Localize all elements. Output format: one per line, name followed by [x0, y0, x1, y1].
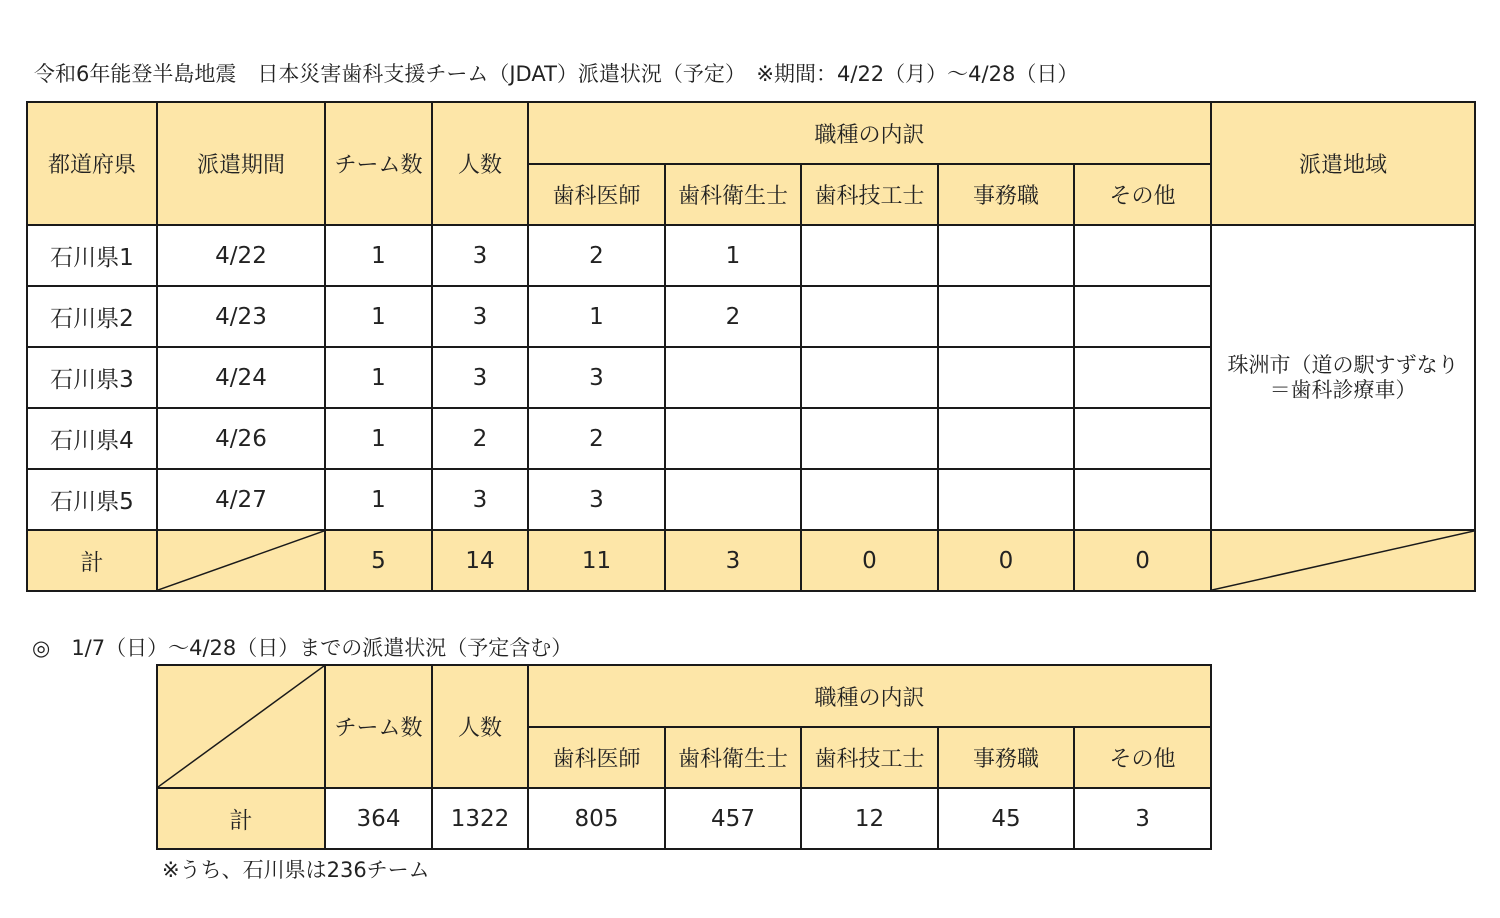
- cell-teams: 1: [325, 347, 432, 408]
- header-technician: 歯科技工士: [801, 164, 938, 225]
- diagonal-line: [158, 531, 324, 590]
- cell-prefecture: 石川県1: [27, 225, 157, 286]
- cell-dentist: 2: [528, 225, 665, 286]
- cell-office: [938, 286, 1074, 347]
- cell-office: [938, 225, 1074, 286]
- cell-people: 3: [432, 286, 528, 347]
- header-technician: 歯科技工士: [801, 727, 938, 788]
- header-breakdown: 職種の内訳: [528, 102, 1211, 164]
- cell-prefecture: 石川県3: [27, 347, 157, 408]
- header-people: 人数: [432, 102, 528, 225]
- total-hygienist: 3: [665, 530, 801, 591]
- diagonal-cell: [157, 530, 325, 591]
- dispatch-table: [26, 101, 1476, 592]
- header-breakdown: 職種の内訳: [528, 665, 1211, 727]
- page-title: 令和6年能登半島地震 日本災害歯科支援チーム（JDAT）派遣状況（予定） ※期間：4/22（月）～4/28（日）: [34, 62, 1079, 86]
- cell-other: [1074, 469, 1211, 530]
- cell-people: 3: [432, 347, 528, 408]
- header-hygienist: 歯科衛生士: [665, 164, 801, 225]
- cell-technician: [801, 347, 938, 408]
- cumulative-teams: 364: [325, 788, 432, 849]
- cell-teams: 1: [325, 408, 432, 469]
- total-label: 計: [27, 530, 157, 591]
- cell-office: [938, 408, 1074, 469]
- header-teams: チーム数: [325, 102, 432, 225]
- cell-period: 4/26: [157, 408, 325, 469]
- cell-prefecture: 石川県4: [27, 408, 157, 469]
- cell-teams: 1: [325, 469, 432, 530]
- cell-dentist: 1: [528, 286, 665, 347]
- header-period: 派遣期間: [157, 102, 325, 225]
- cell-other: [1074, 347, 1211, 408]
- cumulative-office: 45: [938, 788, 1074, 849]
- cell-people: 3: [432, 225, 528, 286]
- header-dentist: 歯科医師: [528, 164, 665, 225]
- cell-teams: 1: [325, 225, 432, 286]
- cell-period: 4/23: [157, 286, 325, 347]
- cumulative-people: 1322: [432, 788, 528, 849]
- diagonal-cell: [157, 665, 325, 788]
- footnote: ※うち、石川県は236チーム: [162, 858, 430, 882]
- diagonal-line: [1212, 531, 1474, 590]
- cell-technician: [801, 408, 938, 469]
- cell-region: [1211, 225, 1475, 530]
- header-other: その他: [1074, 727, 1211, 788]
- cumulative-total-row: [157, 788, 1211, 849]
- cumulative-technician: 12: [801, 788, 938, 849]
- total-office: 0: [938, 530, 1074, 591]
- header-people: 人数: [432, 665, 528, 788]
- cumulative-title: ◎ 1/7（日）～4/28（日）までの派遣状況（予定含む）: [32, 636, 573, 660]
- table-row: [27, 225, 1475, 286]
- cell-hygienist: 1: [665, 225, 801, 286]
- cell-period: 4/24: [157, 347, 325, 408]
- cell-people: 2: [432, 408, 528, 469]
- header-region: 派遣地域: [1211, 102, 1475, 225]
- total-teams: 5: [325, 530, 432, 591]
- total-row: [27, 530, 1475, 591]
- cell-period: 4/22: [157, 225, 325, 286]
- cell-dentist: 3: [528, 347, 665, 408]
- cell-dentist: 3: [528, 469, 665, 530]
- cell-people: 3: [432, 469, 528, 530]
- diagonal-cell: [1211, 530, 1475, 591]
- region-line-2: ＝歯科診療車）: [1269, 377, 1417, 402]
- cell-prefecture: 石川県2: [27, 286, 157, 347]
- region-line-1: 珠洲市（道の駅すずなり: [1227, 352, 1459, 377]
- cell-hygienist: [665, 469, 801, 530]
- header-hygienist: 歯科衛生士: [665, 727, 801, 788]
- cell-technician: [801, 469, 938, 530]
- header-office: 事務職: [938, 727, 1074, 788]
- cell-office: [938, 347, 1074, 408]
- cell-office: [938, 469, 1074, 530]
- cell-hygienist: [665, 408, 801, 469]
- cell-other: [1074, 225, 1211, 286]
- cumulative-dentist: 805: [528, 788, 665, 849]
- cell-other: [1074, 408, 1211, 469]
- header-other: その他: [1074, 164, 1211, 225]
- header-teams: チーム数: [325, 665, 432, 788]
- total-dentist: 11: [528, 530, 665, 591]
- header-prefecture: 都道府県: [27, 102, 157, 225]
- header-dentist: 歯科医師: [528, 727, 665, 788]
- header-office: 事務職: [938, 164, 1074, 225]
- cumulative-label: 計: [157, 788, 325, 849]
- cell-period: 4/27: [157, 469, 325, 530]
- cell-prefecture: 石川県5: [27, 469, 157, 530]
- cell-teams: 1: [325, 286, 432, 347]
- cell-dentist: 2: [528, 408, 665, 469]
- total-technician: 0: [801, 530, 938, 591]
- cumulative-table: [156, 664, 1212, 850]
- cell-other: [1074, 286, 1211, 347]
- total-people: 14: [432, 530, 528, 591]
- cell-hygienist: 2: [665, 286, 801, 347]
- cumulative-other: 3: [1074, 788, 1211, 849]
- diagonal-line: [158, 666, 324, 787]
- cell-technician: [801, 225, 938, 286]
- cell-hygienist: [665, 347, 801, 408]
- total-other: 0: [1074, 530, 1211, 591]
- cell-technician: [801, 286, 938, 347]
- cumulative-hygienist: 457: [665, 788, 801, 849]
